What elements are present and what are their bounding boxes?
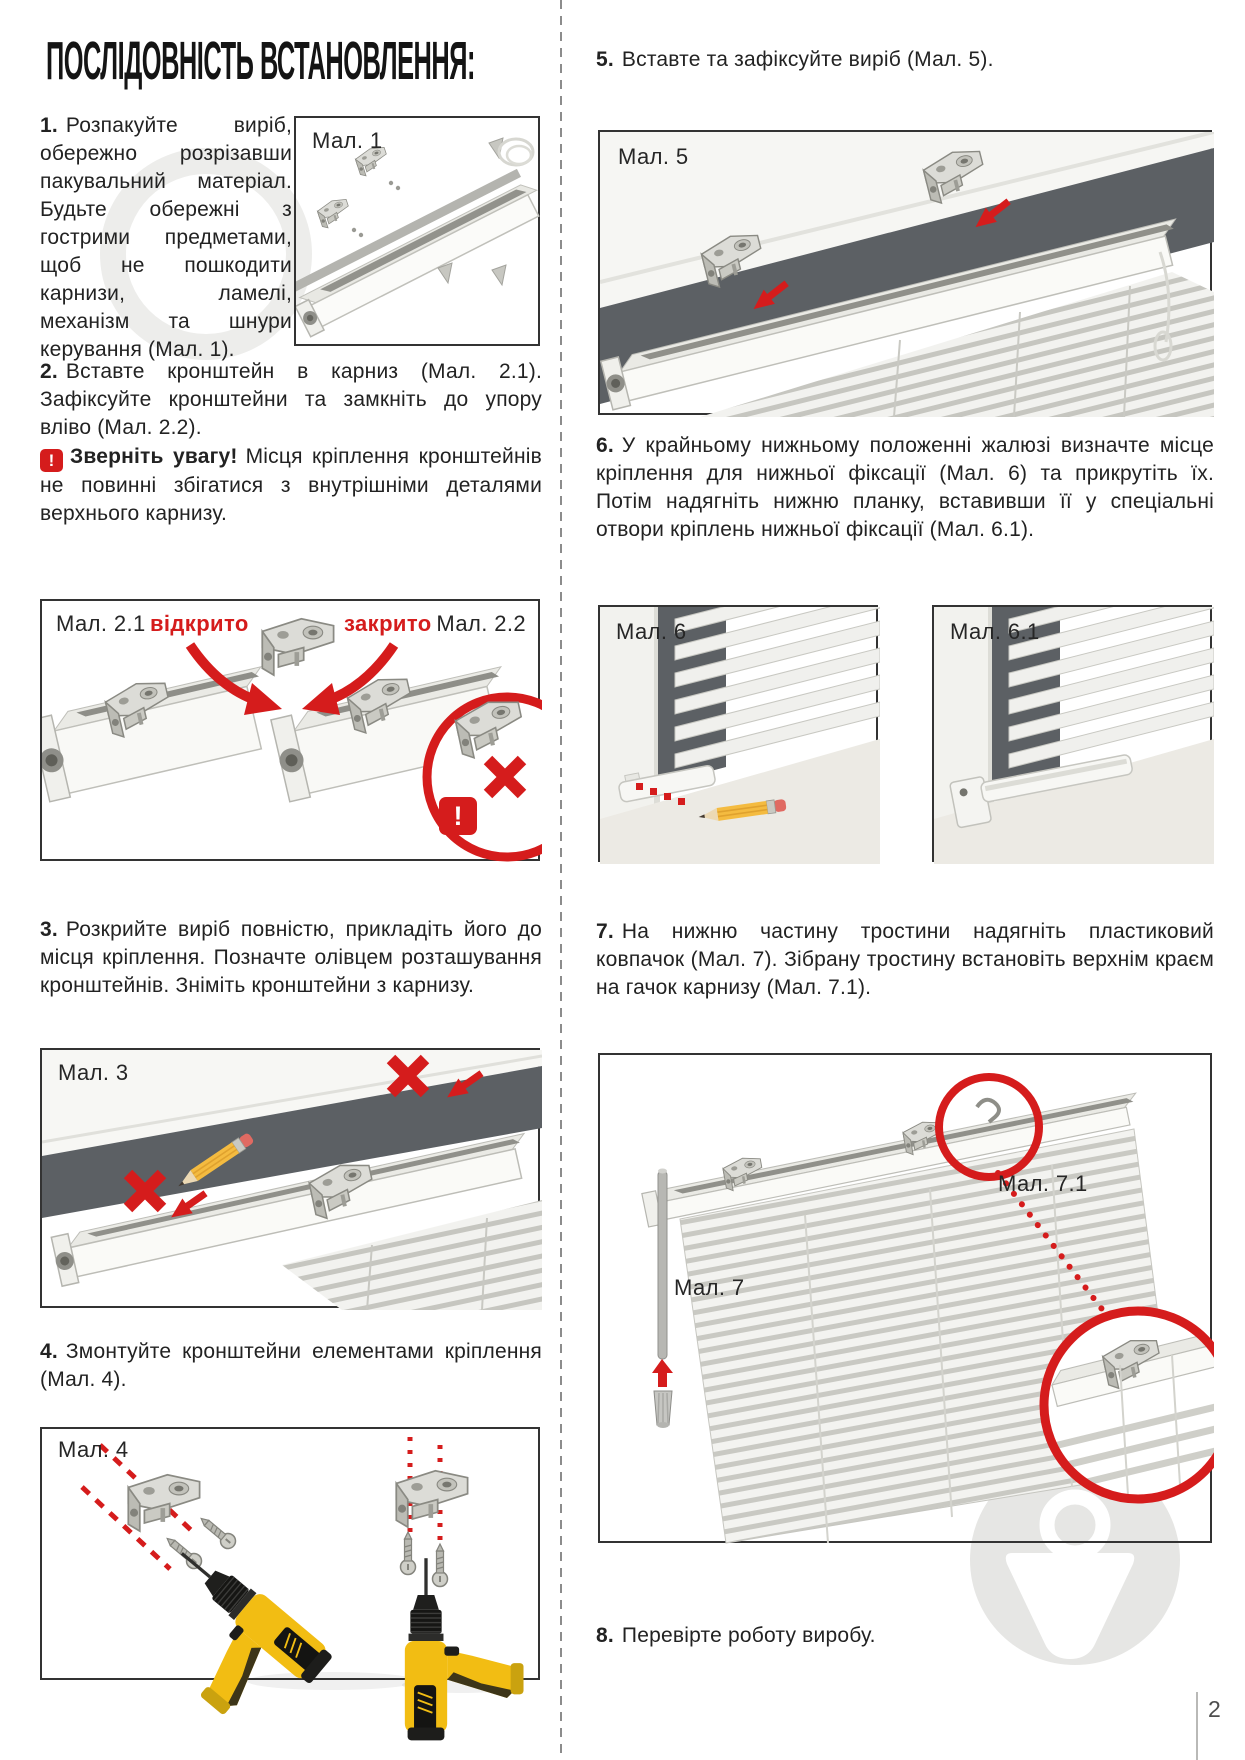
figure-4-label: Мал. 4 <box>58 1437 129 1462</box>
figure-3-box <box>40 1048 540 1308</box>
step-6-number: 6. <box>596 434 614 457</box>
step-1-number: 1. <box>40 114 58 137</box>
attention-note-title: Зверніть увагу! <box>70 445 238 468</box>
bracket-icon <box>128 1475 199 1531</box>
page-title: ПОСЛІДОВНІСТЬ ВСТАНОВЛЕННЯ: <box>46 31 476 91</box>
step-4-number: 4. <box>40 1340 58 1363</box>
figure-5-label: Мал. 5 <box>618 144 689 169</box>
step-8-text: 8. Перевірте роботу виробу. <box>596 1624 876 1647</box>
figure-6-1-box <box>932 605 1212 862</box>
step-1-text: 1. Розпакуйте виріб, обережно розрізавши пакувальний матеріал. Будьте обережні з гострими предметами, щоб не пошкодити карнизи, ламелі, механізм та шнури керування (Мал. 1). <box>40 114 292 361</box>
drill-icon <box>119 1537 335 1745</box>
hook <box>977 1100 999 1122</box>
figure-3-label: Мал. 3 <box>58 1060 129 1085</box>
step-5-number: 5. <box>596 48 614 71</box>
headrail <box>296 165 542 337</box>
open-label: відкрито <box>150 611 249 636</box>
figure-6-label: Мал. 6 <box>616 619 687 644</box>
page-number-rule <box>1196 1692 1198 1760</box>
figure-1-label: Мал. 1 <box>312 128 383 153</box>
screw-icon <box>196 1513 238 1552</box>
screw-icon <box>433 1544 448 1587</box>
wand-cap <box>654 1391 672 1428</box>
attention-note: ! Зверніть увагу! Місця кріплення кронштейнів не повинні збігатися з внутрішніми деталями верхнього карнизу. <box>40 445 542 525</box>
figure-5-box <box>598 130 1212 415</box>
red-up-arrow-icon <box>652 1359 673 1387</box>
figure-4-box <box>40 1427 540 1680</box>
step-2-text: 2. Вставте кронштейн в карниз (Мал. 2.1). Зафіксуйте кронштейни та замкніть до упору вліво (Мал. 2.2). <box>40 360 542 439</box>
step-3-number: 3. <box>40 918 58 941</box>
figure-2-box <box>40 599 540 861</box>
closed-label: закрито <box>344 611 432 636</box>
step-7-number: 7. <box>596 920 614 943</box>
column-divider <box>559 0 563 1760</box>
step-4-text: 4. Змонтуйте кронштейни елементами кріплення (Мал. 4). <box>40 1340 542 1391</box>
step-7-text: 7. На нижню частину тростини надягніть пластиковий ковпачок (Мал. 7). Зібрану тростину встановіть верхнім краєм на гачок карнизу (Мал. 7.1). <box>596 920 1214 999</box>
step-8-number: 8. <box>596 1624 614 1647</box>
figure-3-illustration <box>42 1050 542 1310</box>
figure-7-1-label: Мал. 7.1 <box>998 1171 1088 1196</box>
figure-6-1-label: Мал. 6.1 <box>950 619 1040 644</box>
step-5-text: 5. Вставте та зафіксуйте виріб (Мал. 5). <box>596 48 994 71</box>
figure-1-box <box>294 116 540 346</box>
alert-icon: ! <box>40 449 63 472</box>
figure-7-label: Мал. 7 <box>674 1275 745 1300</box>
bracket-icon <box>396 1471 467 1527</box>
bracket-icon <box>316 196 353 229</box>
tilt-wand <box>658 1171 667 1359</box>
step-2-number: 2. <box>40 360 58 383</box>
step-6-text: 6. У крайньому нижньому положенні жалюзі визначте місце кріплення для нижньої фіксації (Мал. 6) та прикрутіть їх. Потім надягніть нижню планку, вставивши її у спеціальні отвори кріплень нижньої фіксації (Мал. 6.1). <box>596 434 1214 541</box>
alert-icon: ! <box>439 797 477 835</box>
figure-6-box <box>598 605 878 862</box>
figure-6-1-illustration <box>934 607 1214 864</box>
figure-5-illustration <box>600 132 1214 417</box>
step-3-text: 3. Розкрийте виріб повністю, прикладіть його до місця кріплення. Позначте олівцем розташування кронштейнів. Зніміть кронштейни з карнизу. <box>40 918 542 997</box>
page-number: 2 <box>1208 1696 1221 1722</box>
figure-2-1-label: Мал. 2.1 <box>56 611 146 636</box>
drill-icon <box>405 1558 524 1740</box>
screw-icon <box>401 1532 416 1575</box>
figure-4-illustration <box>42 1429 542 1682</box>
figure-6-illustration <box>600 607 880 864</box>
bracket-icon <box>262 619 333 675</box>
figure-7-box <box>598 1053 1212 1543</box>
figure-2-2-label: Мал. 2.2 <box>436 611 526 636</box>
